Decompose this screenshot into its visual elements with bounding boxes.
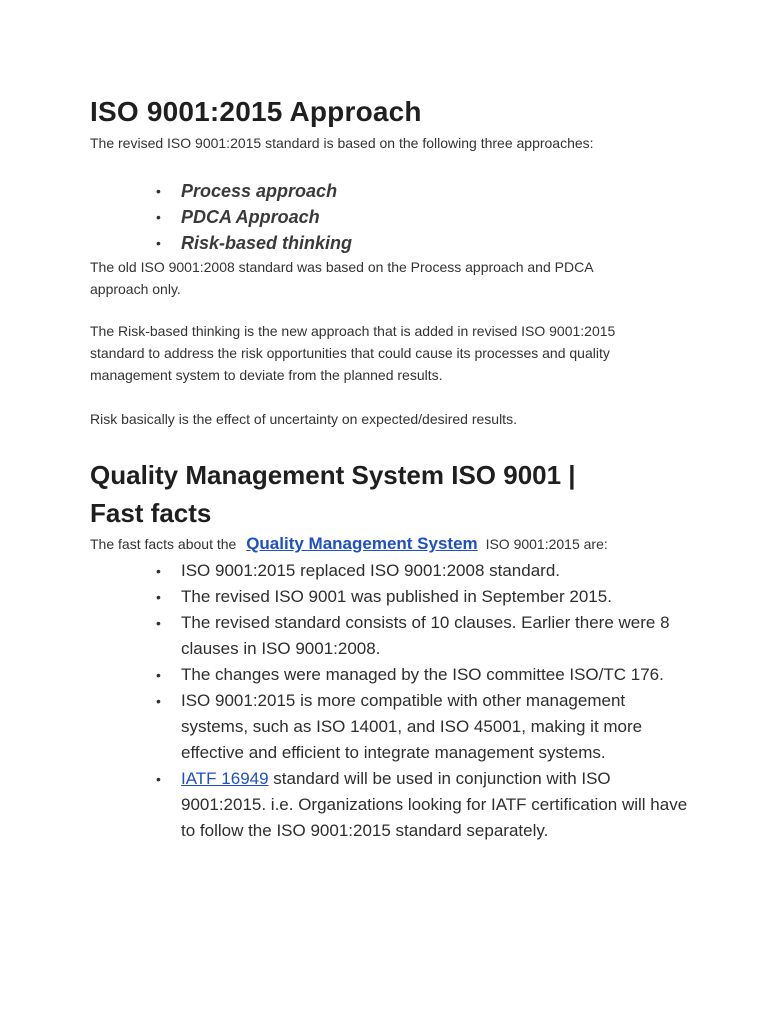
paragraph-line: management system to deviate from the planned results. <box>90 367 443 383</box>
list-item: • PDCA Approach <box>150 204 352 230</box>
heading-line: Fast facts <box>90 498 212 528</box>
approach-list <box>150 178 352 256</box>
heading-line: Quality Management System ISO 9001 | <box>90 460 576 490</box>
fast-facts-list <box>150 558 690 844</box>
paragraph-line: The Risk-based thinking is the new approach that is added in revised ISO 9001:2015 <box>90 323 616 339</box>
iatf-text: standard will be used in conjunction with ISO 9001:2015. i.e. Organizations looking for IATF certification will have to follow the ISO 9001:2015 standard separately. <box>181 769 688 840</box>
list-item: • The revised ISO 9001 was published in September 2015. <box>150 584 690 610</box>
list-item: • The changes were managed by the ISO committee ISO/TC 176. <box>150 662 690 688</box>
quality-management-system-link[interactable]: Quality Management System <box>246 534 478 553</box>
fast-facts-intro <box>90 534 608 554</box>
paragraph-line: The old ISO 9001:2008 standard was based on the Process approach and PDCA <box>90 259 594 275</box>
list-item: • The revised standard consists of 10 clauses. Earlier there were 8 clauses in ISO 9001:2008. <box>150 610 690 662</box>
iatf-16949-link[interactable]: IATF 16949 <box>181 769 269 788</box>
section-heading-fast-facts <box>90 456 690 532</box>
section-heading-approach: ISO 9001:2015 Approach <box>90 96 422 127</box>
list-item: • Risk-based thinking <box>150 230 352 256</box>
old-standard-paragraph <box>90 256 594 300</box>
list-item: • Process approach <box>150 178 352 204</box>
paragraph-line: approach only. <box>90 281 181 297</box>
list-item: • ISO 9001:2015 replaced ISO 9001:2008 standard. <box>150 558 690 584</box>
list-item-iatf <box>150 766 690 844</box>
intro-prefix: The fast facts about the <box>90 536 237 552</box>
intro-suffix: ISO 9001:2015 are: <box>485 536 608 552</box>
paragraph-line: standard to address the risk opportunities that could cause its processes and quality <box>90 345 610 361</box>
approach-intro: The revised ISO 9001:2015 standard is based on the following three approaches: <box>90 135 594 151</box>
risk-thinking-paragraph <box>90 320 615 386</box>
list-item: • ISO 9001:2015 is more compatible with other management systems, such as ISO 14001, and ISO 45001, making it more effective and efficient to integrate management systems. <box>150 688 690 766</box>
risk-definition-paragraph: Risk basically is the effect of uncertainty on expected/desired results. <box>90 411 517 427</box>
